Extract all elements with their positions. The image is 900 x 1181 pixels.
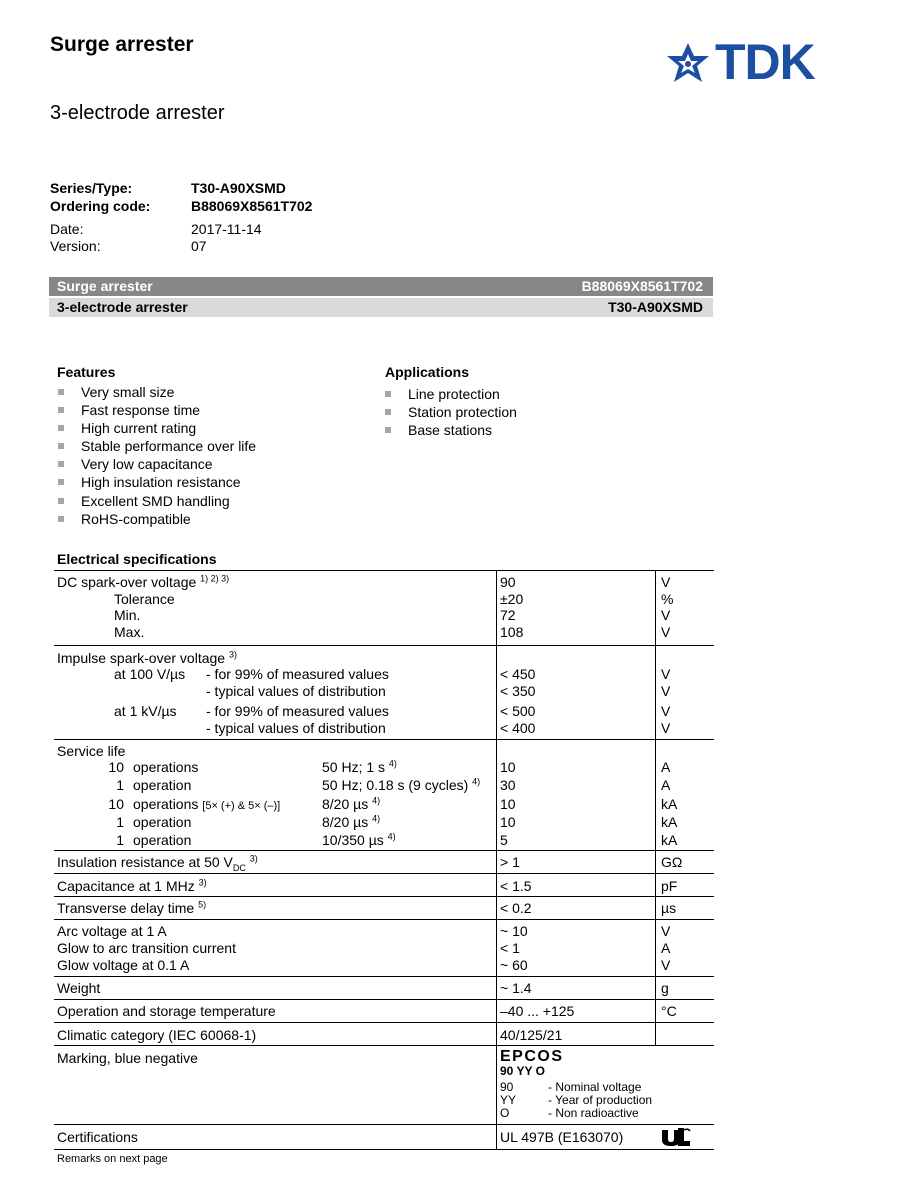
header-bar-light (49, 298, 713, 317)
climatic-value: 40/125/21 (500, 1027, 563, 1043)
insulation-unit: GΩ (661, 854, 683, 870)
service-count: 1 (116, 777, 124, 793)
insulation-value: > 1 (500, 854, 520, 870)
marking-key: O (500, 1106, 510, 1120)
bullet-icon (385, 409, 391, 415)
version-value: 07 (191, 238, 207, 254)
bullet-icon (385, 427, 391, 433)
temperature-label: Operation and storage temperature (57, 1003, 276, 1019)
dc-max-value: 108 (500, 624, 524, 640)
feature-item: RoHS-compatible (81, 511, 191, 527)
dc-min-value: 72 (500, 607, 516, 623)
feature-item: High insulation resistance (81, 474, 241, 490)
tolerance-label: Tolerance (114, 591, 175, 607)
marking-desc: - Year of production (548, 1093, 653, 1107)
marking-desc: - Nominal voltage (548, 1080, 642, 1094)
remarks-note: Remarks on next page (57, 1153, 168, 1165)
service-op: operations [5× (+) & 5× (–)] (133, 796, 281, 812)
arc-value: < 1 (500, 940, 520, 956)
header-bar-dark (49, 277, 713, 296)
weight-value: ~ 1.4 (500, 980, 532, 996)
applications-title: Applications (385, 364, 470, 380)
service-cond: 50 Hz; 1 s $^{4)}$ (322, 758, 397, 775)
dc-unit: V (661, 574, 671, 590)
table-rule (54, 850, 714, 851)
max-label: Max. (114, 624, 145, 640)
service-unit: kA (661, 832, 678, 848)
bullet-icon (58, 443, 64, 449)
version-label: Version: (50, 238, 101, 254)
arc-unit: A (661, 940, 671, 956)
min-label: Min. (114, 607, 141, 623)
tdk-star-icon (665, 42, 711, 88)
feature-item: Very low capacitance (81, 456, 213, 472)
service-unit: kA (661, 814, 678, 830)
service-unit: A (661, 777, 671, 793)
feature-item: Excellent SMD handling (81, 493, 230, 509)
dc-sparkover-label: DC spark-over voltage $^{1) 2) 3)}$ (57, 573, 230, 590)
table-column-rule (655, 570, 656, 1045)
ordering-label: Ordering code: (50, 198, 151, 214)
impulse-unit: V (661, 666, 671, 682)
table-rule (54, 896, 714, 897)
bullet-icon (58, 389, 64, 395)
table-rule (54, 570, 714, 571)
service-op: operation (133, 814, 192, 830)
weight-unit: g (661, 980, 669, 996)
arc-voltage-label: Arc voltage at 1 A (57, 923, 167, 939)
arc-value: ~ 60 (500, 957, 528, 973)
glow-voltage-label: Glow voltage at 0.1 A (57, 957, 190, 973)
feature-item: High current rating (81, 420, 197, 436)
service-value: 10 (500, 759, 516, 775)
temperature-unit: °C (661, 1003, 677, 1019)
application-item: Line protection (408, 386, 500, 402)
marking-label: Marking, blue negative (57, 1050, 198, 1066)
features-title: Features (57, 364, 116, 380)
weight-label: Weight (57, 980, 101, 996)
service-op: operation (133, 777, 192, 793)
service-value: 10 (500, 796, 516, 812)
tdk-logo-text: TDK (715, 34, 815, 90)
tdk-logo (665, 34, 860, 90)
ul-icon (660, 1127, 692, 1147)
page-title: Surge arrester (50, 33, 194, 56)
capacitance-value: < 1.5 (500, 878, 532, 894)
bar1-right-text: B88069X8561T702 (581, 278, 703, 294)
marking-key: 90 (500, 1080, 514, 1094)
service-value: 5 (500, 832, 508, 848)
temperature-value: –40 ... +125 (500, 1003, 575, 1019)
series-value: T30-A90XSMD (191, 180, 286, 196)
page-subtitle: 3-electrode arrester (50, 102, 225, 124)
delay-label: Transverse delay time $^{5)}$ (57, 899, 207, 916)
service-op: operation (133, 832, 192, 848)
service-cond: 8/20 µs $^{4)}$ (322, 795, 381, 812)
delay-value: < 0.2 (500, 900, 532, 916)
dc-min-unit: V (661, 607, 671, 623)
service-value: 10 (500, 814, 516, 830)
impulse-unit: V (661, 703, 671, 719)
bullet-icon (58, 479, 64, 485)
arc-value: ~ 10 (500, 923, 528, 939)
dc-tolerance-unit: % (661, 591, 674, 607)
impulse-desc: - typical values of distribution (206, 683, 386, 699)
bullet-icon (58, 425, 64, 431)
glow-arc-label: Glow to arc transition current (57, 940, 236, 956)
specs-title: Electrical specifications (57, 551, 217, 567)
table-rule (54, 919, 714, 920)
date-label: Date: (50, 221, 84, 237)
table-rule (54, 1022, 714, 1023)
application-item: Station protection (408, 404, 517, 420)
impulse-unit: V (661, 683, 671, 699)
table-rule (54, 999, 714, 1000)
service-unit: A (661, 759, 671, 775)
capacitance-label: Capacitance at 1 MHz $^{3)}$ (57, 877, 207, 894)
service-life-label: Service life (57, 743, 126, 759)
ordering-value: B88069X8561T702 (191, 198, 313, 214)
impulse-value: < 350 (500, 683, 536, 699)
impulse-value: < 400 (500, 720, 536, 736)
service-value: 30 (500, 777, 516, 793)
table-rule (54, 645, 714, 646)
certifications-value: UL 497B (E163070) (500, 1129, 624, 1145)
bar1-left-text: Surge arrester (57, 278, 153, 294)
marking-key: YY (500, 1093, 517, 1107)
arc-unit: V (661, 923, 671, 939)
table-column-rule (496, 570, 497, 1149)
service-count: 1 (116, 832, 124, 848)
bullet-icon (385, 391, 391, 397)
impulse-1k-label: at 1 kV/µs (114, 703, 177, 719)
series-label: Series/Type: (50, 180, 133, 196)
table-rule (54, 976, 714, 977)
dc-value: 90 (500, 574, 516, 590)
service-op: operations (133, 759, 199, 775)
service-count: 1 (116, 814, 124, 830)
service-cond: 10/350 µs $^{4)}$ (322, 831, 396, 848)
bullet-icon (58, 516, 64, 522)
date-value: 2017-11-14 (191, 221, 262, 237)
service-cond: 50 Hz; 0.18 s (9 cycles) $^{4)}$ (322, 776, 481, 793)
table-rule (54, 1045, 714, 1046)
feature-item: Fast response time (81, 402, 201, 418)
marking-code: 90 YY O (500, 1064, 545, 1078)
table-rule (54, 873, 714, 874)
table-rule (54, 1149, 714, 1150)
service-cond: 8/20 µs $^{4)}$ (322, 813, 381, 830)
service-unit: kA (661, 796, 678, 812)
feature-item: Stable performance over life (81, 438, 257, 454)
dc-tolerance-value: ±20 (500, 591, 524, 607)
impulse-value: < 500 (500, 703, 536, 719)
impulse-value: < 450 (500, 666, 536, 682)
certifications-label: Certifications (57, 1129, 138, 1145)
climatic-label: Climatic category (IEC 60068-1) (57, 1027, 257, 1043)
bullet-icon (58, 407, 64, 413)
table-rule (54, 739, 714, 740)
arc-unit: V (661, 957, 671, 973)
marking-desc: - Non radioactive (548, 1106, 639, 1120)
bar2-left-text: 3-electrode arrester (57, 299, 188, 315)
impulse-100-label: at 100 V/µs (114, 666, 186, 682)
bar2-right-text: T30-A90XSMD (608, 299, 703, 315)
application-item: Base stations (408, 422, 493, 438)
service-count: 10 (108, 759, 124, 775)
delay-unit: µs (661, 900, 677, 916)
service-count: 10 (108, 796, 124, 812)
impulse-desc: - typical values of distribution (206, 720, 386, 736)
impulse-desc: - for 99% of measured values (206, 703, 389, 719)
feature-item: Very small size (81, 384, 175, 400)
impulse-sparkover-label: Impulse spark-over voltage $^{3)}$ (57, 649, 237, 666)
dc-max-unit: V (661, 624, 671, 640)
epcos-brand: EPCOS (500, 1048, 564, 1065)
bullet-icon (58, 461, 64, 467)
table-rule (54, 1124, 714, 1125)
impulse-desc: - for 99% of measured values (206, 666, 389, 682)
impulse-unit: V (661, 720, 671, 736)
bullet-icon (58, 498, 64, 504)
capacitance-unit: pF (661, 878, 678, 894)
insulation-label: Insulation resistance at 50 $V_{DC}$ $^{3)}$ (57, 853, 258, 873)
